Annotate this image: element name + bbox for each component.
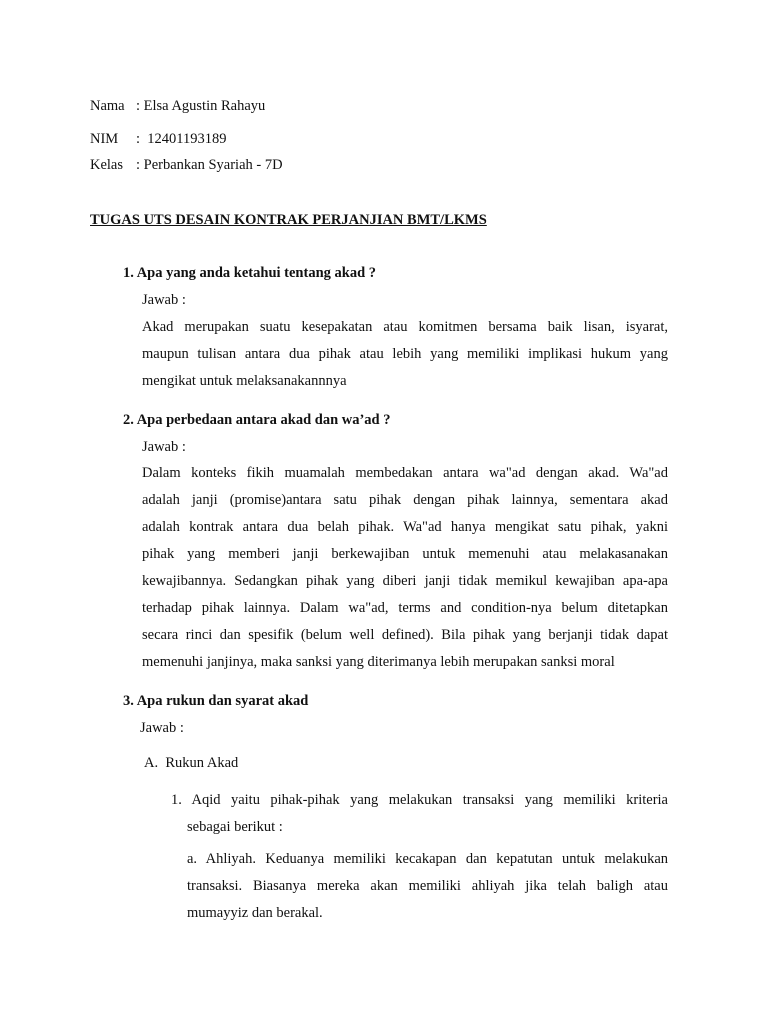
answer-line: terhadap pihak lainnya. Dalam wa"ad, terms and condition-nya belum ditetapkan: [142, 600, 668, 616]
kelas-value: : Perbankan Syariah - 7D: [136, 157, 283, 173]
item-aqid: [171, 787, 668, 814]
item-line: transaksi. Biasanya mereka akan memiliki ahliyah jika telah baligh atau: [187, 878, 668, 894]
answer-line: secara rinci dan spesifik (belum well defined). Bila pihak yang berjanji tidak dapat: [142, 627, 668, 643]
nama-value: : Elsa Agustin Rahayu: [136, 98, 266, 114]
jawab-label-3: Jawab :: [140, 720, 184, 736]
nama-label: Nama: [90, 98, 125, 114]
question-1: 1. Apa yang anda ketahui tentang akad ?: [123, 265, 377, 281]
answer-line: kewajibannya. Sedangkan pihak yang diberi janji tidak memikul kewajiban apa-apa: [142, 573, 668, 589]
answer-2: [142, 460, 668, 676]
jawab-label-2: Jawab :: [142, 439, 186, 455]
item-line: a. Ahliyah. Keduanya memiliki kecakapan dan kepatutan untuk melakukan: [187, 851, 668, 867]
item-ahliyah: [187, 846, 668, 927]
answer-line: mengikat untuk melaksanakannnya: [142, 373, 347, 389]
nama-row: [90, 98, 265, 115]
kelas-row: [90, 157, 283, 174]
answer-1: [142, 314, 668, 395]
nim-value: : 12401193189: [136, 131, 227, 147]
answer-line: pihak yang memberi janji berkewajiban untuk memenuhi atau melakasanakan: [142, 546, 668, 562]
item-line: mumayyiz dan berakal.: [187, 905, 323, 921]
item-line: 1. Aqid yaitu pihak-pihak yang melakukan transaksi yang memiliki kriteria: [171, 792, 668, 808]
kelas-label: Kelas: [90, 157, 124, 173]
answer-line: memenuhi janjinya, maka sanksi yang diterimanya lebih merupakan sanksi moral: [142, 654, 615, 670]
nim-row: [90, 131, 227, 148]
answer-line: maupun tulisan antara dua pihak atau lebih yang memiliki implikasi hukum yang: [142, 346, 668, 362]
section-rukun-akad: A. Rukun Akad: [144, 755, 239, 771]
answer-line: Dalam konteks fikih muamalah membedakan antara wa"ad dengan akad. Wa"ad: [142, 465, 668, 481]
question-2: 2. Apa perbedaan antara akad dan wa’ad ?: [123, 412, 391, 428]
answer-line: adalah janji (promise)antara satu pihak dengan pihak lainnya, sementara akad: [142, 492, 668, 508]
item-aqid-cont: sebagai berikut :: [187, 819, 283, 835]
document-title: TUGAS UTS DESAIN KONTRAK PERJANJIAN BMT/LKMS: [90, 212, 487, 228]
answer-line: Akad merupakan suatu kesepakatan atau komitmen bersama baik lisan, isyarat,: [142, 319, 668, 335]
question-3: 3. Apa rukun dan syarat akad: [123, 693, 309, 709]
nim-label: NIM: [90, 131, 119, 147]
answer-line: adalah kontrak antara dua belah pihak. Wa"ad hanya mengikat satu pihak, yakni: [142, 519, 668, 535]
jawab-label-1: Jawab :: [142, 292, 186, 308]
